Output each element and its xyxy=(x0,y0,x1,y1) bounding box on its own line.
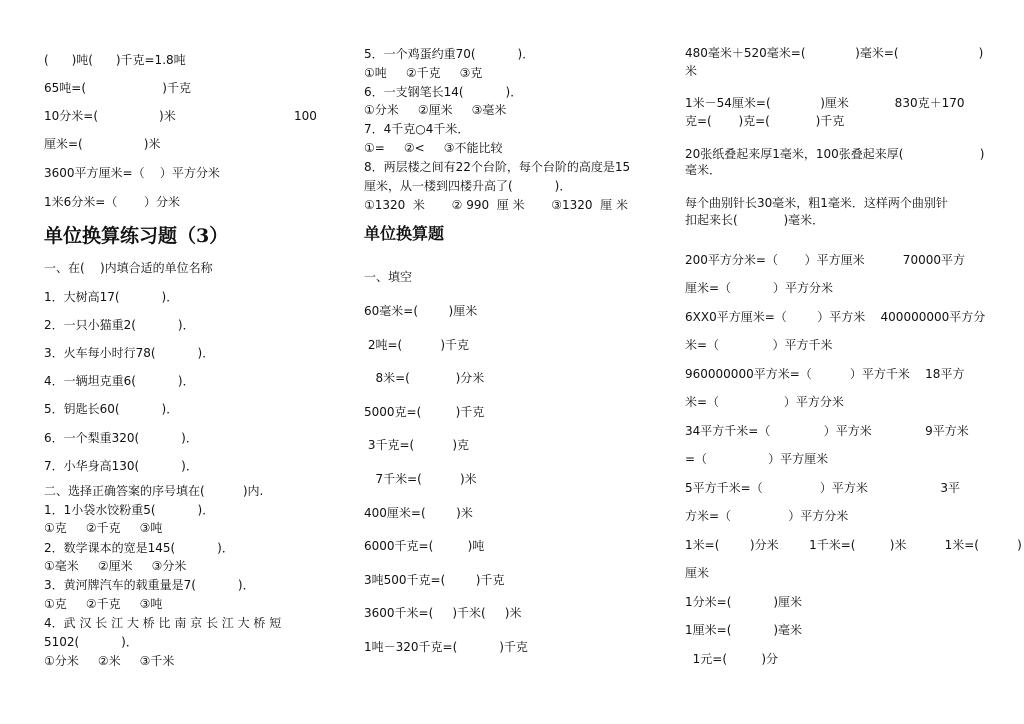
question-item: 8．两层楼之间有22个台阶，每个台阶的高度是15 xyxy=(364,160,631,174)
text-line: ( )吨( )千克=1.8吨 xyxy=(44,53,186,67)
answer-options: ①吨 ②千克 ③克 xyxy=(364,66,483,80)
question-item: 2．一只小猫重2( )． xyxy=(44,318,195,332)
exercise-item: 200平方分米=（ ）平方厘米 70000平方 xyxy=(685,253,965,267)
exercise-item: 米=（ ）平方千米 xyxy=(685,338,833,352)
exercise-item: 34平方千米=（ ）平方米 9平方米 xyxy=(685,424,969,438)
answer-options: ①毫米 ②厘米 ③分米 xyxy=(44,559,187,573)
section-title: 单位换算练习题（3） xyxy=(44,225,229,247)
answer-options: ①分米 ②厘米 ③毫米 xyxy=(364,103,507,117)
question-item: 7．4千克○4千米． xyxy=(364,122,470,136)
exercise-item: 3千克=( )克 xyxy=(364,438,470,452)
text-line: 10分米=( )米 100 xyxy=(44,109,317,123)
section-heading: 一、在( )内填合适的单位名称 xyxy=(44,261,213,275)
question-item: 5102( )． xyxy=(44,635,138,649)
answer-options: ①克 ②千克 ③吨 xyxy=(44,521,163,535)
exercise-item: 2吨=( )千克 xyxy=(364,338,470,352)
exercise-item: 20张纸叠起来厚1毫米，100张叠起来厚( ) xyxy=(685,147,985,161)
exercise-item: 3600千米=( )千米( )米 xyxy=(364,606,522,620)
exercise-item: 1分米=( )厘米 xyxy=(685,595,803,609)
exercise-item: 每个曲别针长30毫米，粗1毫米．这样两个曲别针 xyxy=(685,196,948,210)
section-heading: 二、选择正确答案的序号填在( )内. xyxy=(44,484,264,498)
question-item: 6．一个梨重320( )． xyxy=(44,431,198,445)
question-item: 1．1小袋水饺粉重5( )． xyxy=(44,503,215,517)
exercise-item: 1吨－320千克=( )千克 xyxy=(364,640,528,654)
exercise-item: 6XX0平方厘米=（ ）平方米 400000000平方分 xyxy=(685,310,986,324)
exercise-item: 毫米． xyxy=(685,163,722,177)
exercise-item: 厘米=（ ）平方分米 xyxy=(685,281,834,295)
exercise-item: 方米=（ ）平方分米 xyxy=(685,509,849,523)
section-heading: 一、填空 xyxy=(364,270,413,284)
question-item: 6．一支钢笔长14( )． xyxy=(364,85,523,99)
exercise-item: 6000千克=( )吨 xyxy=(364,539,485,553)
exercise-item: 扣起来长( )毫米． xyxy=(685,213,825,227)
answer-options: ①克 ②千克 ③吨 xyxy=(44,597,163,611)
question-item: 7．小华身高130( )． xyxy=(44,459,198,473)
exercise-item: 400厘米=( )米 xyxy=(364,506,473,520)
exercise-item: =（ ）平方厘米 xyxy=(685,452,829,466)
exercise-item: 5000克=( )千克 xyxy=(364,405,485,419)
exercise-item: 克=( )克=( )千克 xyxy=(685,114,845,128)
question-item: 厘米，从一楼到四楼升高了( )． xyxy=(364,179,572,193)
exercise-item: 1米=( )分米 1千米=( )米 1米=( ) xyxy=(685,538,1022,552)
question-item: 5．一个鸡蛋约重70( )． xyxy=(364,47,535,61)
question-item: 2．数学课本的宽是145( )． xyxy=(44,541,234,555)
text-line: 1米6分米=（ ）分米 xyxy=(44,195,181,209)
exercise-item: 8米=( )分米 xyxy=(364,371,485,385)
question-item: 4．武 汉 长 江 大 桥 比 南 京 长 江 大 桥 短 xyxy=(44,616,282,630)
question-item: 4．一辆坦克重6( )． xyxy=(44,374,195,388)
exercise-item: 5平方千米=（ ）平方米 3平 xyxy=(685,481,961,495)
exercise-item: 米=（ ）平方分米 xyxy=(685,395,844,409)
section-title: 单位换算题 xyxy=(364,224,445,243)
exercise-item: 3吨500千克=( )千克 xyxy=(364,573,505,587)
exercise-item: 960000000平方米=（ ）平方千米 18平方 xyxy=(685,367,965,381)
question-item: 5．钥匙长60( )． xyxy=(44,402,179,416)
exercise-item: 480毫米＋520毫米=( )毫米=( ) xyxy=(685,46,984,60)
exercise-item: 60毫米=( )厘米 xyxy=(364,304,478,318)
answer-options: ①= ②< ③不能比较 xyxy=(364,141,503,155)
exercise-item: 1元=( )分 xyxy=(685,652,779,666)
question-item: 3．黄河牌汽车的载重量是7( )． xyxy=(44,578,255,592)
exercise-item: 厘米 xyxy=(685,566,710,580)
question-item: 3．火车每小时行78( )． xyxy=(44,346,215,360)
exercise-item: 1米－54厘米=( )厘米 830克＋170 xyxy=(685,96,965,110)
exercise-item: 米 xyxy=(685,64,698,78)
answer-options: ①分米 ②米 ③千米 xyxy=(44,654,175,668)
text-line: 厘米=( )米 xyxy=(44,137,161,151)
text-line: 3600平方厘米=（ ）平方分米 xyxy=(44,166,220,180)
answer-options: ①1320 米 ② 990 厘 米 ③1320 厘 米 xyxy=(364,198,628,212)
text-line: 65吨=( )千克 xyxy=(44,81,191,95)
exercise-item: 7千米=( )米 xyxy=(364,472,477,486)
question-item: 1．大树高17( )． xyxy=(44,290,179,304)
exercise-item: 1厘米=( )毫米 xyxy=(685,623,803,637)
